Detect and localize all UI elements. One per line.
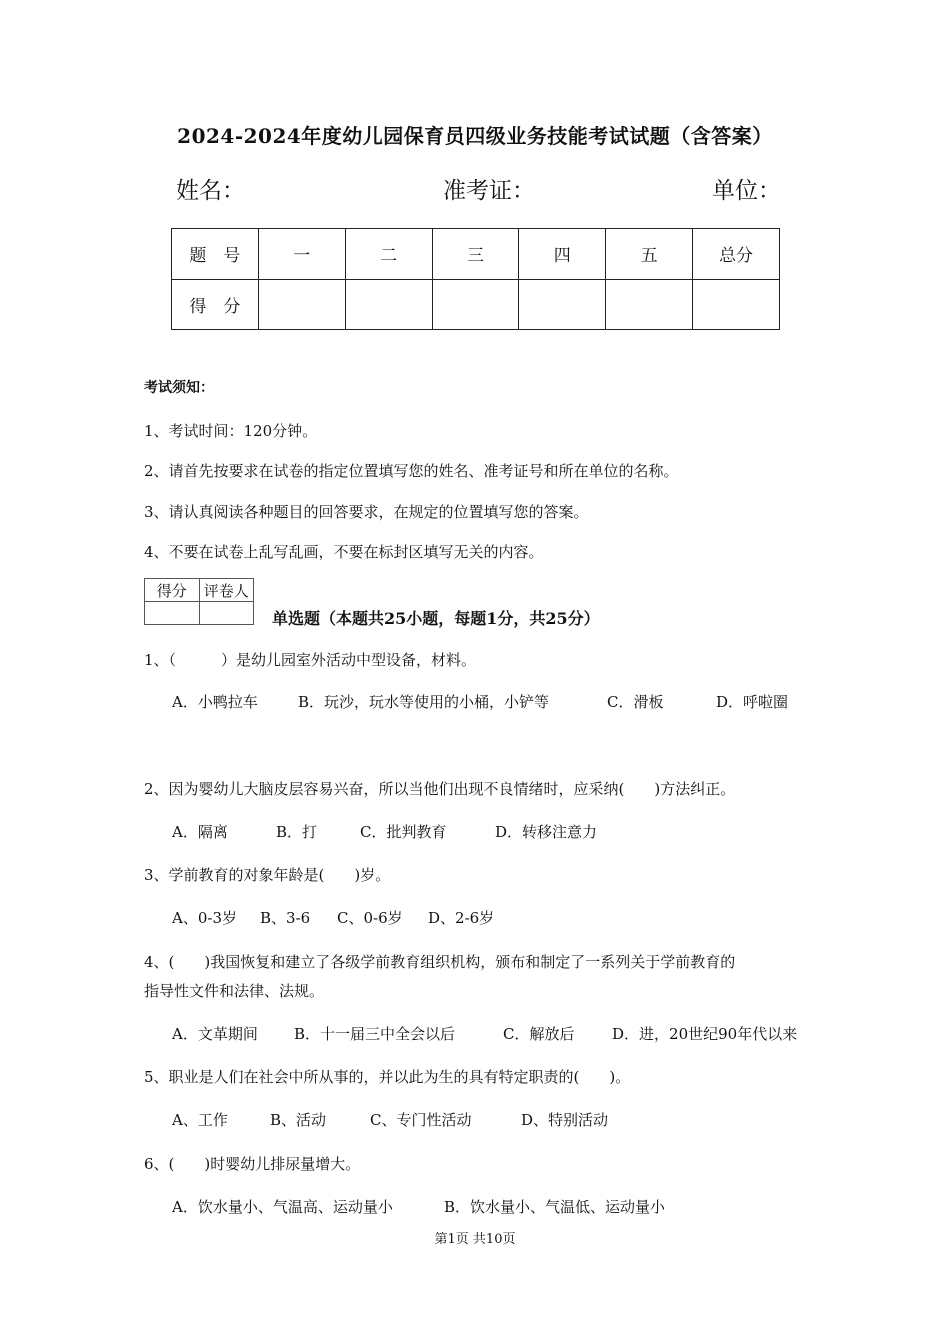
question-stem: 1、（ ）是幼儿园室外活动中型设备，材料。	[144, 651, 477, 669]
score-input-cell[interactable]	[606, 279, 693, 330]
question-stem: 4、( )我国恢复和建立了各级学前教育组织机构，颁布和制定了一系列关于学前教育的	[144, 953, 736, 971]
score-header-cell: 三	[432, 229, 519, 280]
score-table-header-row	[172, 229, 780, 280]
answer-option[interactable]: D、2-6岁	[428, 909, 495, 927]
answer-option[interactable]: B．十一届三中全会以后	[294, 1025, 456, 1043]
score-row-label: 得 分	[172, 279, 259, 330]
name-label: 姓名：	[176, 178, 245, 204]
question-stem: 2、因为婴幼儿大脑皮层容易兴奋，所以当他们出现不良情绪时，应采纳( )方法纠正。	[144, 780, 736, 798]
notice-item: 2、请首先按要求在试卷的指定位置填写您的姓名、准考证号和所在单位的名称。	[144, 462, 679, 480]
question-stem: 5、职业是人们在社会中所从事的，并以此为生的具有特定职责的( )。	[144, 1068, 631, 1086]
score-input-cell[interactable]	[519, 279, 606, 330]
exam-id-label: 准考证：	[443, 178, 535, 204]
grader-score-label: 得分	[145, 579, 200, 602]
score-header-cell: 题 号	[172, 229, 259, 280]
question-stem-continued: 指导性文件和法律、法规。	[144, 982, 325, 1000]
unit-label: 单位：	[712, 178, 781, 204]
section-title: 单选题（本题共25小题，每题1分，共25分）	[272, 609, 600, 628]
question-stem: 3、学前教育的对象年龄是( )岁。	[144, 866, 391, 884]
page-footer: 第1页 共10页	[434, 1232, 516, 1247]
grader-name-label: 评卷人	[199, 579, 254, 602]
answer-option[interactable]: B．玩沙，玩水等使用的小桶，小铲等	[298, 693, 550, 711]
answer-option[interactable]: D、特别活动	[521, 1111, 609, 1129]
document-title: 2024-2024年度幼儿园保育员四级业务技能考试试题（含答案）	[177, 124, 773, 148]
score-header-cell: 总分	[693, 229, 780, 280]
score-table-score-row	[172, 279, 780, 330]
notice-item: 1、考试时间：120分钟。	[144, 422, 318, 440]
answer-option[interactable]: A．饮水量小、气温高、运动量小	[172, 1198, 393, 1216]
answer-option[interactable]: D．呼啦圈	[716, 693, 789, 711]
question-stem: 6、( )时婴幼儿排尿量增大。	[144, 1155, 361, 1173]
answer-option[interactable]: A．隔离	[172, 823, 228, 841]
answer-option[interactable]: A．文革期间	[172, 1025, 258, 1043]
answer-option[interactable]: A、工作	[172, 1111, 228, 1129]
score-input-cell[interactable]	[345, 279, 432, 330]
answer-option[interactable]: D．转移注意力	[495, 823, 598, 841]
grader-box	[144, 578, 254, 625]
notice-item: 4、不要在试卷上乱写乱画，不要在标封区填写无关的内容。	[144, 543, 544, 561]
score-header-cell: 一	[258, 229, 345, 280]
answer-option[interactable]: C、专门性活动	[370, 1111, 472, 1129]
answer-option[interactable]: A、0-3岁	[172, 909, 237, 927]
answer-option[interactable]: A．小鸭拉车	[172, 693, 258, 711]
score-header-cell: 五	[606, 229, 693, 280]
score-header-cell: 四	[519, 229, 606, 280]
answer-option[interactable]: C、0-6岁	[337, 909, 403, 927]
answer-option[interactable]: B．饮水量小、气温低、运动量小	[444, 1198, 666, 1216]
answer-option[interactable]: C．批判教育	[360, 823, 447, 841]
answer-option[interactable]: B、3-6	[260, 909, 311, 927]
grader-score-cell[interactable]	[145, 602, 200, 625]
score-input-cell[interactable]	[693, 279, 780, 330]
notice-item: 3、请认真阅读各种题目的回答要求，在规定的位置填写您的答案。	[144, 503, 589, 521]
answer-option[interactable]: B．打	[276, 823, 318, 841]
answer-option[interactable]: C．滑板	[607, 693, 664, 711]
grader-name-cell[interactable]	[199, 602, 254, 625]
score-header-cell: 二	[345, 229, 432, 280]
answer-option[interactable]: D．进，20世纪90年代以来	[612, 1025, 798, 1043]
score-table	[171, 228, 780, 330]
score-input-cell[interactable]	[258, 279, 345, 330]
answer-option[interactable]: B、活动	[270, 1111, 327, 1129]
notice-title: 考试须知：	[144, 380, 214, 396]
answer-option[interactable]: C．解放后	[503, 1025, 575, 1043]
score-input-cell[interactable]	[432, 279, 519, 330]
